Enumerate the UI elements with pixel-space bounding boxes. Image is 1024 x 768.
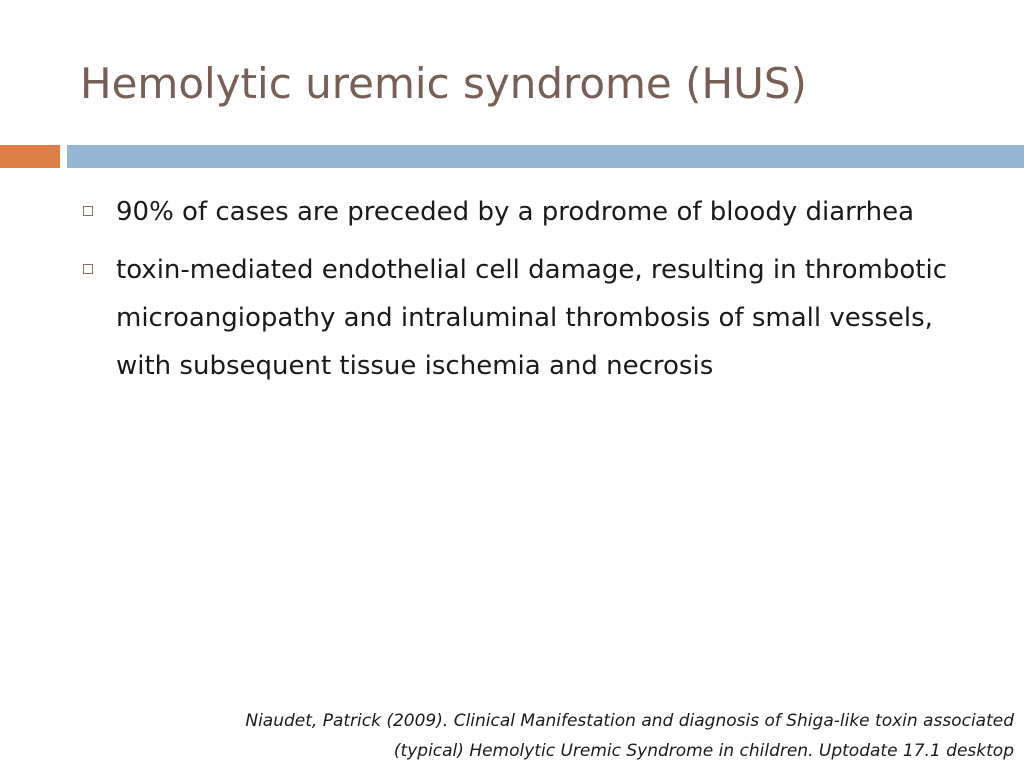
bullet-item [80,246,990,390]
square-bullet-icon [83,206,93,216]
bullet-text: 90% of cases are preceded by a prodrome of bloody diarrhea [116,197,915,227]
square-bullet-icon [83,264,93,274]
bullet-text: toxin-mediated endothelial cell damage, resulting in thrombotic microangiopathy and intraluminal thrombosis of small vessels, with subsequent tissue ischemia and necrosis [116,255,948,381]
bullet-list [80,188,990,400]
slide-title: Hemolytic uremic syndrome (HUS) [80,59,807,108]
accent-bar-orange [0,145,60,168]
citation [74,706,1014,766]
citation-line: Niaudet, Patrick (2009). Clinical Manifestation and diagnosis of Shiga-like toxin associated [245,711,1014,731]
citation-line: (typical) Hemolytic Uremic Syndrome in children. Uptodate 17.1 desktop [393,741,1014,761]
accent-bar-blue [67,145,1024,168]
bullet-item [80,188,990,236]
